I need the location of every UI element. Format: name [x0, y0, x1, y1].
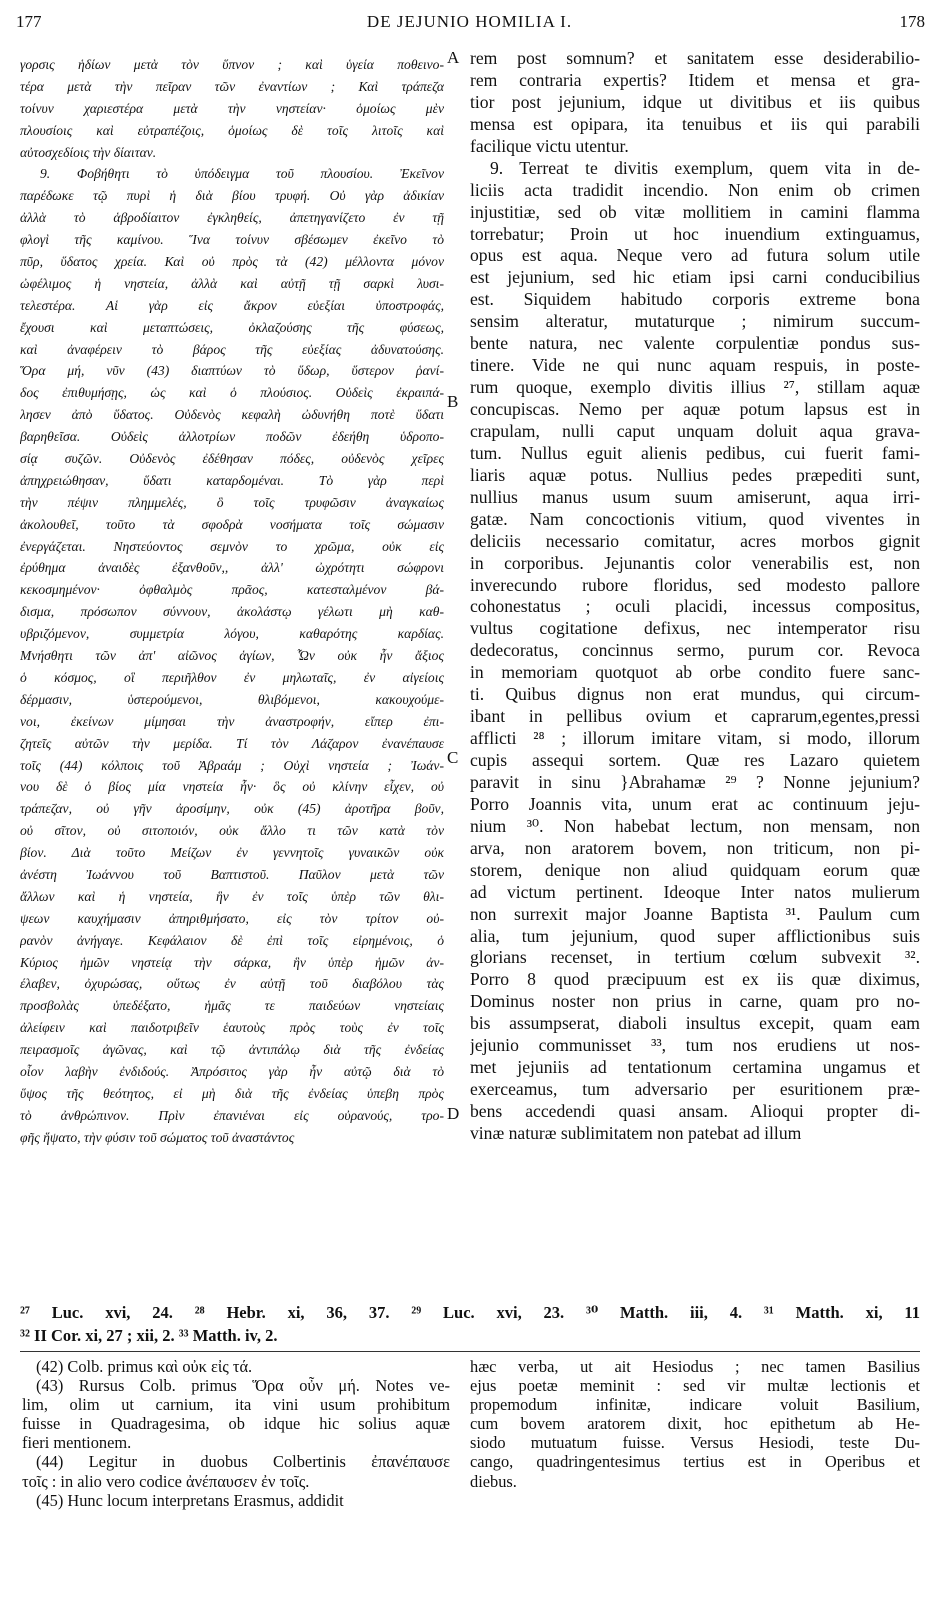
greek-text-line: ζητεῖς αὐτῶν τὴν μερίδα. Τί τὸν Λάζαρον ἐνανέπαυσε — [20, 735, 444, 751]
latin-text-line: 9. Terreat te divitis exemplum, quem vita in de- — [490, 157, 920, 178]
latin-text-line: vinæ naturæ sublimitatem non patebat ad illum — [470, 1122, 802, 1143]
greek-text-line: έλαβεν, ὀχυρώσας, οὕτως ἐν αὐτῇ τοῦ διαβόλου τὰς — [20, 976, 444, 992]
latin-text-line: tinere. Vide ne qui nunc aquam respuis, in poste- — [470, 355, 920, 376]
margin-marker-a: A — [447, 48, 460, 67]
latin-text-line: inverecundo rubore floridus, sed modesto pallore — [470, 574, 920, 595]
greek-text-line: τοῖς (44) κόλποις τοῦ Ἀβραάμ ; Οὐχὶ νηστεία ; Ἰωάν- — [20, 757, 444, 773]
greek-text-line: ἐνεργάζεται. Νηστεύοντος σεμνὸν το χρῶμα, οὐκ εἰς — [20, 538, 444, 554]
latin-text-line: sensim alteratur, mutaturque ; nimirum succum- — [470, 311, 920, 332]
latin-text-line: bens accedendi quasi ansam. Alioqui propter di- — [470, 1101, 920, 1121]
latin-text-line: bis assumpserat, diaboli insultus excepit, quam eam — [470, 1013, 920, 1034]
note-line: propemodum infinitæ, indicare voluit Basilium, — [470, 1395, 920, 1415]
latin-text-line: dedecoratus, concinnus sermo, purum cor. Revoca — [470, 640, 920, 661]
greek-text-line: παρέδωκε τῷ πυρὶ ἡ διὰ βίου τρυφή. Οὐ γὰρ ἀδικίαν — [20, 188, 444, 204]
greek-text-line: νου δὲ ὁ βίος μία νηστεία ἦν· ὃς οὐ κλίνην εἶχεν, οὐ — [20, 779, 444, 795]
greek-text-line: τὸ ἀνθρώπινον. Πρὶν ἐπανιέναι εἰς οὐρανούς, τρο- — [20, 1107, 444, 1123]
greek-text-line: Ὅρα μή, νῦν (43) διαπτύων τὸ ὕδωρ, ὕστερον ῥανί- — [20, 363, 444, 379]
reference-line: ³² II Cor. xi, 27 ; xii, 2. ³³ Matth. iv, 2. — [20, 1326, 278, 1345]
latin-text-line: torrebatur; Proin ut hoc inuendium extinguamus, — [470, 223, 920, 244]
latin-text-line: vultus cogitatione defixus, nec intemperator risu — [470, 618, 920, 639]
greek-text-line: ἀπηχρειώθησαν, ὕδατι καταρδομέναι. Τὸ γὰρ περὶ — [20, 472, 444, 488]
note-line: τοῖς : in alio vero codice ἀνέπαυσεν ἐν τοῖς. — [22, 1471, 310, 1491]
greek-text-line: πειρασμοῖς ἀγῶνας, καὶ τῷ ἀντιπάλῳ διὰ τῆς ἐνδείας — [20, 1042, 444, 1058]
notes-left-column — [22, 1357, 450, 1510]
latin-text-line: cupis assequi sortem. Quæ res Lazaro quietem — [470, 750, 920, 770]
latin-text-line: met jejuniis ad tentationum certamina ungamus et — [470, 1057, 920, 1078]
latin-text-line: gatæ. Nam concoctionis vitium, quod viventes in — [470, 508, 920, 529]
latin-text-line: Dominus noster non prius in carne, quam pro no- — [470, 991, 920, 1012]
greek-text-line: δος ἐπιθυμήσῃς, ὡς καὶ ὁ πλούσιος. Οὐδεὶς ἐκραιπά- — [20, 385, 444, 401]
greek-text-line: τελεστέρα. Αἱ γὰρ εἰς ἄκρον εὐεξίαι ὑποστροφάς, — [20, 297, 444, 313]
greek-text-line: 9. Φοβήθητι τὸ ὑπόδειγμα τοῦ πλουσίου. Ἐκεῖνον — [40, 166, 444, 182]
latin-text-line: alia, tum jejunium, quod super afflictionibus suis — [470, 925, 920, 946]
greek-text-line: πῦρ, ὕδατος χρεία. Καὶ οὐ πρὸς τὰ (42) μέλλοντα μόνον — [20, 254, 444, 270]
greek-text-line: προσβολὰς ὑπεδέξατο, ἡμᾶς τε παιδεύων νηστείαις — [20, 998, 444, 1014]
note-line: fuisse in Quadragesima, ob idque hic solius aquæ — [22, 1414, 450, 1434]
note-line: cum bovem aratorem dixit, hoc epithetum ab He- — [470, 1414, 920, 1434]
latin-text-line: bente natura, nec valente corpulentiæ pondus sus- — [470, 333, 920, 354]
latin-text-line: in corporibus. Jejunantis color venerabilis est, non — [470, 552, 920, 573]
latin-text-line: ibant in pellibus ovium et caprarum,egentes,pressi — [470, 706, 920, 727]
greek-text-line: ἔχουσι καὶ μεταπτώσεις, ὀκλαζούσης τῆς φύσεως, — [20, 319, 444, 335]
margin-marker-b: B — [447, 392, 459, 411]
greek-text-line: σίᾳ συζῶν. Οὐδενὸς ἐδέθησαν πόδες, οὐδενὸς χεῖρες — [20, 451, 444, 467]
greek-text-line: ἀνέστη Ἰωάννου τοῦ Βαπτιστοῦ. Παῦλον μετὰ τῶν — [20, 866, 444, 882]
greek-text-line: ρανὸν ἀνήγαγε. Κεφάλαιον δὲ ἐπὶ τοῖς εἰρημένοις, ὁ — [20, 932, 444, 948]
note-line: (43) Rursus Colb. primus Ὅρα οὖν μή. Notes ve- — [36, 1376, 450, 1396]
latin-text-line: crapulam, nulli caput unquam doluit aqua grava- — [470, 420, 920, 441]
latin-text-line: rem contraria expertis? Itidem et mensa et gra- — [470, 69, 920, 90]
latin-text-line: nullius manus usum suum amiserunt, aqua irri- — [470, 486, 920, 507]
greek-text-line: οὐ σῖτον, οὐ σιτοποιόν, οὐκ ἄλλο τι τῶν κατὰ τὸν — [20, 823, 444, 839]
latin-text-line: tum. Nullus eguit alienis pedibus, cui fuerit fami- — [470, 442, 920, 463]
greek-text-line: Κύριος ἡμῶν νηστείᾳ τὴν σάρκα, ἣν ὑπὲρ ἡμῶν ἀν- — [20, 954, 444, 970]
margin-marker-d: D — [447, 1104, 460, 1123]
note-line: siodo mutuatum fuisse. Versus Hesiodi, teste Du- — [470, 1433, 920, 1453]
latin-text-line: tior post jejunium, idque ut divitibus et iis quibus — [470, 91, 920, 112]
margin-marker-c: C — [447, 748, 459, 767]
greek-text-line: οἷον λαβὴν ἐνδιδούς. Ἀπρόσιτος γὰρ ἦν αὐτῷ διὰ τὸ — [20, 1063, 444, 1079]
greek-text-line: λησεν ἀπὸ ὕδατος. Οὐδενὸς κεφαλὴ ὠδυνήθη ποτὲ ὕδατι — [20, 407, 444, 423]
greek-text-line: τοίνυν χαριεστέρα μετὰ τὴν νηστείαν· ὁμοίως μὲν — [20, 100, 444, 116]
note-line: lim, olim ut carnium, ita vini usum prohibitum — [22, 1395, 450, 1415]
latin-text-line: non surrexit major Joanne Baptista ³¹. Paulum cum — [470, 903, 920, 924]
greek-text-line: υβριζόμενον, συμμετρία λόγου, καθαρότης καρδίας. — [20, 626, 444, 642]
latin-text-line: exerceamus, tum adversario per esuritionem præ- — [470, 1079, 920, 1100]
greek-text-line: τράπεζαν, οὐ γῆν ἀροσίμην, οὐκ (45) ἀροτῆρα βοῦν, — [20, 801, 444, 817]
latin-text-line: jejunio communisset ³³, tum nos erudiens ut nos- — [470, 1035, 920, 1056]
note-line: diebus. — [470, 1471, 517, 1491]
running-header — [0, 12, 939, 34]
latin-text-line: in memoriam quotquot ab orbe condito fuere sanc- — [470, 662, 920, 683]
greek-text-line: βαρηθεῖσα. Οὐδεὶς ἀλλοτρίων ποδῶν ἐδεήθη ὑδροπο- — [20, 429, 444, 445]
latin-text-line: paravit in sinu }Abrahamæ ²⁹ ? Nonne jejunium? — [470, 771, 920, 792]
greek-text-line: ἀλλὰ τὸ ἁβροδίαιτον ἐγκληθείς, ἀπετηγανίζετο ἐν τῇ — [20, 210, 444, 226]
latin-text-line: liciis acta tradidit incendio. Non enim ob crimen — [470, 179, 920, 200]
greek-text-line: ψεων καυχήμασιν ἀπηριθμήσατο, εἰς τὸν τρίτον οὐ- — [20, 910, 444, 926]
latin-text-line: cohonestatus ; oculi placidi, incessus compositus, — [470, 596, 920, 617]
note-line: (42) Colb. primus καὶ οὐκ εἰς τά. — [36, 1357, 253, 1376]
latin-column — [470, 48, 920, 1145]
note-line: fieri mentionem. — [22, 1433, 132, 1453]
latin-text-line: afflicti ²⁸ ; illorum imitare vitam, si modo, illorum — [470, 728, 920, 749]
greek-text-line: Μνήσθητι τῶν ἀπ' αἰῶνος ἁγίων, Ὧν οὐκ ἦν ἄξιος — [20, 648, 444, 664]
greek-text-line: δέρμασιν, ὑστερούμενοι, θλιβόμενοι, κακουχούμε- — [20, 691, 444, 707]
latin-text-line: est jejunium, sed hic etiam ipsi carni conducibilius — [470, 267, 920, 288]
latin-text-line: est. Siquidem habitudo corporis extreme bona — [470, 289, 920, 310]
greek-text-line: γορσις ἡδίων μετὰ τὸν ὕπνον ; καὶ ὑγεία ποθεινο- — [20, 57, 444, 72]
latin-text-line: ti. Quibus dignus non erat mundus, qui circum- — [470, 684, 920, 705]
greek-text-line: κεκοσμημένον· ὀφθαλμὸς πρᾶος, κατεσταλμένον βά- — [20, 582, 444, 598]
latin-text-line: facilique victu utentur. — [470, 135, 629, 156]
greek-text-line: βίον. Διὰ τοῦτο Μείζων ἐν γεννητοῖς γυναικῶν οὐκ — [20, 845, 444, 861]
note-line: hæc verba, ut ait Hesiodus ; nec tamen Basilius — [470, 1357, 920, 1376]
note-line: (44) Legitur in duobus Colbertinis ἐπανέπαυσε — [36, 1452, 450, 1472]
note-line: cango, quadringentesimus tertius est in Operibus et — [470, 1452, 920, 1472]
greek-text-line: ὕψος τῆς θεότητος, εἰ μὴ διὰ τῆς ἐνδείας ὑπεβη πρὸς — [20, 1085, 444, 1101]
greek-text-line: αὐτοσχεδίοις τὴν δίαιταν. — [20, 144, 157, 160]
latin-text-line: concupiscas. Nemo per aquæ potum lapsus est in — [470, 399, 920, 419]
greek-text-line: τέρα μετὰ τὴν πεῖραν τῶν ἐναντίων ; Καὶ τράπεζα — [20, 78, 444, 94]
greek-text-line: ἐρύθημα ἀναιδὲς ἐξανθοῦν,, ἀλλ' ὠχρότητι σώφρονι — [20, 560, 444, 576]
latin-text-line: glorians recenset, in tertium cœlum subvexit ³². — [470, 947, 920, 968]
latin-text-line: opus est aqua. Neque vero ad futura solum utile — [470, 245, 920, 266]
latin-text-line: liaris aquæ potus. Nullius pedes præpediti sunt, — [470, 464, 920, 485]
greek-text-line: νοι, ἐκείνων μίμησαι τὴν ἀναστροφήν, εἴπερ ἐπι- — [20, 713, 444, 729]
greek-text-line: τὴν πέψιν πλημμελές, ὃ τοῖς τρυφῶσιν ἀναγκαίως — [20, 494, 444, 510]
page-number-right: 178 — [899, 12, 925, 31]
greek-column — [20, 54, 444, 1149]
greek-text-line: πλουσίοις καὶ εὐτραπέζοις, ὁμοίως δὲ τοῖς λιτοῖς καὶ — [20, 122, 444, 138]
latin-text-line: arva, non aratorem bovem, non triticum, non pi- — [470, 837, 920, 858]
running-title: DE JEJUNIO HOMILIA I. — [366, 12, 573, 31]
page-number-left: 177 — [16, 12, 42, 31]
note-line: (45) Hunc locum interpretans Erasmus, addidit — [36, 1490, 344, 1510]
latin-text-line: deliciis necessario comitatur, acres morbos gignit — [470, 530, 920, 551]
greek-text-line: ἄλλων καὶ ἡ νηστεία, ἣν ἐν τοῖς ὑπὲρ τῶν θλι- — [20, 888, 444, 904]
latin-text-line: nium ³⁰. Non habebat lectum, non mensam, non — [470, 815, 920, 836]
greek-text-line: ἀκολουθεῖ, τοῦτο τὰ σφοδρὰ νοσήματα τοῖς σώμασιν — [20, 516, 444, 532]
latin-text-line: mensa est opipara, ita tenuibus et iis qui parabili — [470, 113, 920, 134]
latin-text-line: Porro Joannis vita, unum erat ac continuum jeju- — [470, 793, 920, 814]
reference-line: ²⁷ Luc. xvi, 24. ²⁸ Hebr. xi, 36, 37. ²⁹ Luc. xvi, 23. ³⁰ Matth. iii, 4. ³¹ Matth. xi, 11 — [20, 1303, 920, 1322]
latin-text-line: storem, denique non aliud quidquam eorum quæ — [470, 859, 920, 880]
latin-text-line: rem post somnum? et sanitatem esse desiderabilio- — [470, 48, 920, 68]
notes-divider — [20, 1351, 920, 1352]
greek-text-line: ὁ κόσμος, οἳ περιῆλθον ἐν μηλωταῖς, ἐν αἰγείοις — [20, 669, 444, 685]
latin-text-line: injustitiæ, sed ob vitæ mollitiem in camini flamma — [470, 201, 920, 222]
greek-text-line: δισμα, πρόσωπον σύννουν, ἀκολάστῳ γέλωτι μὴ καθ- — [20, 604, 444, 620]
latin-text-line: Porro 8 quod præcipuum est ex iis quæ diximus, — [470, 969, 920, 990]
greek-text-line: ἀλείφειν καὶ παιδοτριβεῖν ἑαυτοὺς πρὸς τοὺς ἐν τοῖς — [20, 1020, 444, 1036]
greek-text-line: ὠφέλιμος ἡ νηστεία, ἀλλὰ καὶ αὐτῇ τῇ σαρκὶ λυσι- — [20, 275, 444, 291]
notes-right-column — [470, 1357, 920, 1491]
latin-text-line: ad victum pertinent. Ideoque Inter natos mulierum — [470, 881, 920, 902]
greek-text-line: φλογὶ τῆς καμίνου. Ἵνα τοίνυν σβέσωμεν ἐκεῖνο τὸ — [20, 232, 444, 248]
greek-text-line: καὶ ἀναφέρειν τὸ βάρος τῆς εὐεξίας ἀδυνατούσης. — [20, 341, 444, 357]
latin-text-line: rum quoque, exemplo divitis illius ²⁷, stillam aquæ — [470, 377, 920, 398]
scripture-references — [20, 1301, 920, 1347]
greek-text-line: φῆς ἥψατο, τὴν φύσιν τοῦ σώματος τοῦ ἀναστάντος — [20, 1129, 295, 1145]
note-line: ejus poetæ meminit : sed vir multæ lectionis et — [470, 1376, 920, 1396]
